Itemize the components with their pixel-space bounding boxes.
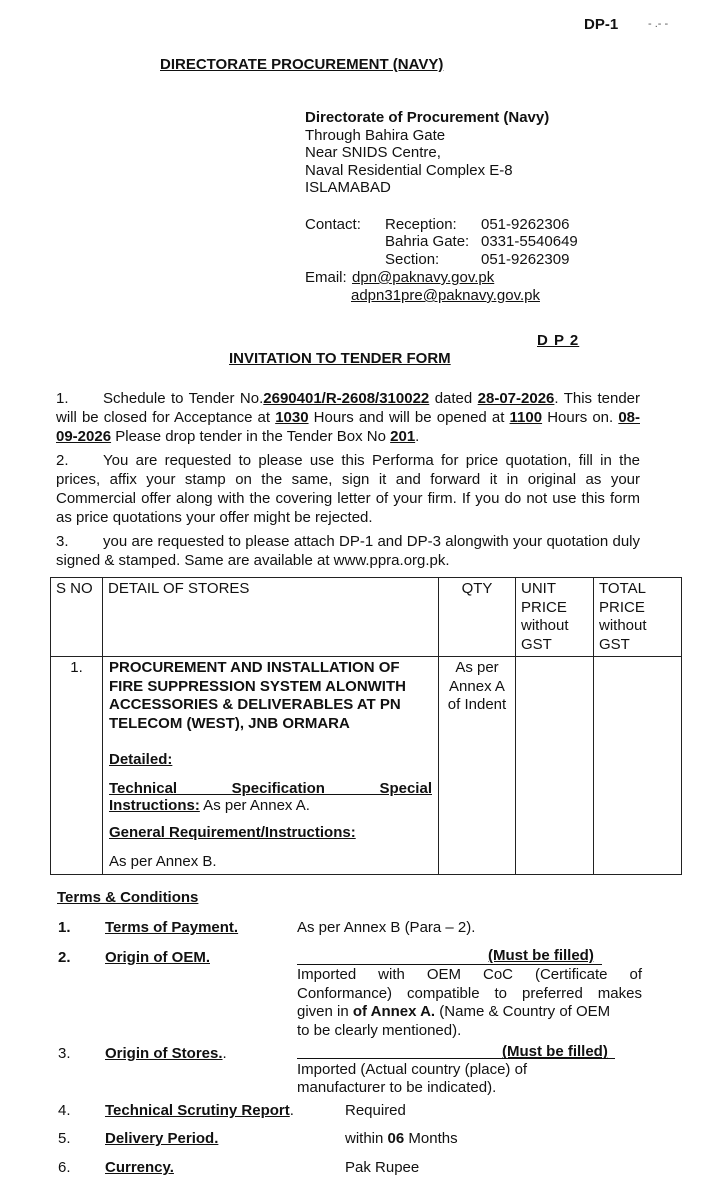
contact-name: Bahria Gate: (385, 233, 470, 250)
scan-marks: - .- - (648, 18, 669, 30)
term-value (297, 966, 642, 1040)
address-line: ISLAMABAD (305, 179, 391, 196)
term-number: 5. (58, 1130, 71, 1147)
address-line: Near SNIDS Centre, (305, 144, 441, 161)
form-code: DP-1 (584, 16, 619, 33)
term-number: 2. (58, 949, 71, 966)
term-value (345, 1130, 458, 1147)
term-label-suffix: . (222, 1045, 227, 1062)
text: (Name & Country of OEM (435, 1003, 611, 1020)
term-label: Origin of Stores. (105, 1045, 223, 1062)
address-block (305, 109, 549, 197)
contact-number: 0331-5540649 (481, 233, 578, 250)
email-label: Email: (305, 269, 347, 286)
paragraph-2 (56, 451, 640, 527)
term-label: Currency. (105, 1159, 174, 1176)
header-qty-label: QTY (461, 580, 493, 597)
instructions-value: As per Annex A. (199, 797, 310, 814)
annex-ref: of Annex A. (352, 1003, 436, 1020)
term-label: Origin of OEM. (105, 949, 210, 966)
paragraph-1 (56, 389, 640, 446)
address-org: Directorate of Procurement (Navy) (305, 109, 550, 126)
header-sno: S NO (51, 578, 103, 657)
contact-number: 051-9262309 (481, 251, 570, 268)
term-value-line: to be clearly mentioned). (297, 1021, 462, 1039)
term-number: 3. (58, 1045, 71, 1062)
text: You are requested to please use this Performa for price quotation, fill in the prices, affix your stamp on the same, sign it and forward it in original as your Commercial offer along with the covering letter of your firm. If you do not use this form as price quotations your offer might be rejected. (56, 452, 640, 526)
contact-name: Section: (385, 251, 440, 268)
text: within (345, 1130, 388, 1147)
table-header-row (51, 578, 682, 657)
opening-time: 1100 (509, 409, 543, 426)
table-row (51, 657, 682, 875)
term-value (297, 1061, 527, 1097)
text: Months (404, 1130, 458, 1147)
address-line: Naval Residential Complex E-8 (305, 161, 513, 179)
row-total-price[interactable] (594, 657, 682, 875)
tender-date: 28-07-2026 (477, 390, 555, 407)
email-link[interactable]: adpn31pre@paknavy.gov.pk (351, 287, 540, 304)
row-sno-value: 1. (70, 659, 83, 676)
contact-name: Reception: (385, 216, 457, 233)
row-detail (103, 657, 439, 875)
email-link[interactable]: dpn@paknavy.gov.pk (352, 269, 495, 286)
term-label-wrap (105, 1102, 294, 1119)
instructions-label: Instructions: (109, 797, 200, 814)
item-title-line: ACCESSORIES & DELIVERABLES AT PN (109, 696, 401, 713)
term-value-line: manufacturer to be indicated). (297, 1079, 497, 1096)
tender-number: 2690401/R-2608/310022 (263, 390, 430, 407)
must-be-filled-note: (Must be filled) (488, 947, 594, 964)
detailed-heading: Detailed: (109, 751, 173, 768)
term-value-line (297, 1003, 642, 1022)
form-title: INVITATION TO TENDER FORM (229, 350, 451, 367)
term-number: 4. (58, 1102, 71, 1119)
text: Hours and will be opened at (308, 409, 510, 426)
header-line: GST (521, 635, 552, 653)
text: . (415, 428, 420, 445)
text: you are requested to please attach DP-1 and DP-3 alongwith your quotation duly signed & stamped. Same are available at www.ppra.org.pk. (56, 533, 640, 569)
item-title (109, 659, 432, 733)
header-line: TOTAL (599, 580, 646, 597)
contact-number: 051-9262306 (481, 216, 570, 233)
term-value: As per Annex B (Para – 2). (297, 919, 476, 936)
term-value-line: Imported with OEM CoC (Certificate of (297, 966, 642, 983)
header-line: without (521, 617, 569, 634)
header-line: UNIT (521, 580, 556, 597)
term-number: 6. (58, 1159, 71, 1176)
text: dated (429, 390, 478, 407)
qty-line: of Indent (447, 696, 507, 713)
general-heading: General Requirement/Instructions: (109, 824, 356, 841)
header-qty (439, 578, 516, 657)
address-line: Through Bahira Gate (305, 126, 446, 144)
header-line: GST (599, 635, 630, 653)
header-total-price (594, 578, 682, 657)
row-unit-price[interactable] (516, 657, 594, 875)
header-line: PRICE (599, 598, 645, 616)
term-number: 1. (58, 919, 71, 936)
terms-heading: Terms & Conditions (57, 889, 199, 906)
paragraph-number: 2. (56, 452, 69, 469)
opening-date: 08-09-2026 (56, 409, 640, 445)
text: Please drop tender in the Tender Box No (111, 428, 391, 445)
term-label-wrap (105, 1045, 227, 1062)
form-code-dp2: D P 2 (537, 332, 580, 349)
paragraph-number: 3. (56, 533, 69, 550)
term-label: Technical Scrutiny Report (105, 1102, 290, 1119)
stores-table (50, 577, 682, 875)
text: . This tender will be closed for Acceptance at (56, 390, 641, 426)
term-label: Delivery Period. (105, 1130, 219, 1147)
item-title-line: TELECOM (WEST), JNB ORMARA (109, 714, 350, 732)
text: Schedule to Tender No. (103, 390, 264, 407)
fill-in-line[interactable] (297, 964, 602, 965)
contact-label: Contact: (305, 216, 361, 233)
must-be-filled-note: (Must be filled) (502, 1043, 608, 1060)
header-detail: DETAIL OF STORES (103, 578, 439, 657)
qty-line: As per (455, 659, 499, 676)
text: Hours on. (542, 409, 619, 426)
row-sno (51, 657, 103, 875)
closing-time: 1030 (275, 409, 309, 426)
term-value-line: Imported (Actual country (place) of (297, 1061, 528, 1078)
item-title-line: FIRE SUPPRESSION SYSTEM ALONWITH (109, 677, 406, 695)
header-line: PRICE (521, 598, 567, 616)
item-title-line: PROCUREMENT AND INSTALLATION OF (109, 659, 400, 676)
term-label: Terms of Payment. (105, 919, 239, 936)
instructions-line (109, 797, 432, 814)
text: given in (297, 1003, 353, 1020)
qty-line: Annex A (449, 677, 505, 695)
term-label-suffix: . (289, 1102, 294, 1119)
tender-box-number: 201 (390, 428, 416, 445)
paragraph-3 (56, 532, 640, 570)
delivery-months: 06 (387, 1130, 405, 1147)
general-value: As per Annex B. (109, 853, 217, 870)
tech-spec-heading: Technical Specification Special (109, 780, 432, 797)
paragraph-number: 1. (56, 390, 69, 407)
page-title: DIRECTORATE PROCUREMENT (NAVY) (160, 56, 444, 73)
term-value: Required (345, 1102, 406, 1119)
header-line: without (599, 617, 647, 634)
row-qty (439, 657, 516, 875)
term-value: Pak Rupee (345, 1159, 420, 1176)
header-unit-price (516, 578, 594, 657)
term-value-line: Conformance) compatible to preferred makes (297, 984, 642, 1002)
